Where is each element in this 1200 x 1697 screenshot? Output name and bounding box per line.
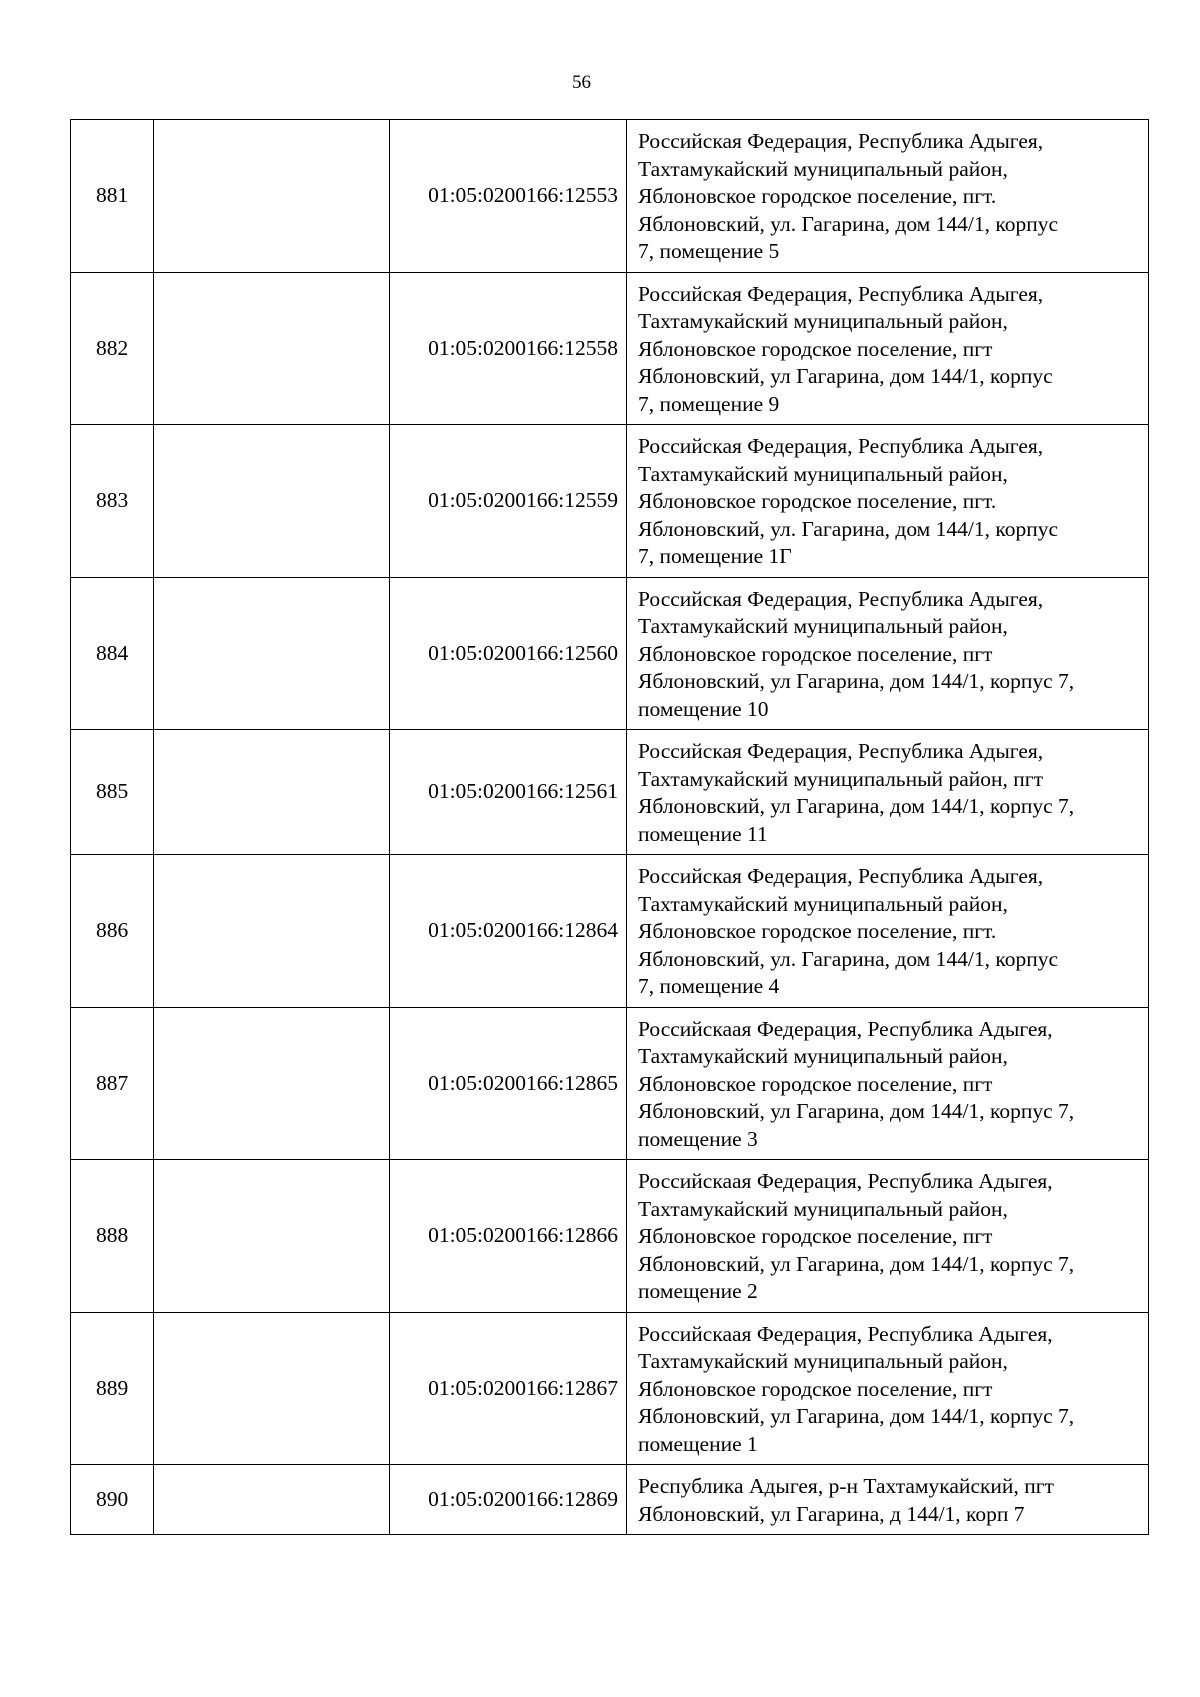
address-line: Российская Федерация, Республика Адыгея, bbox=[638, 129, 1044, 153]
cadastral-number: 01:05:0200166:12869 bbox=[390, 1465, 627, 1535]
address-cell bbox=[627, 577, 1149, 730]
address-line: Яблоновский, ул Гагарина, дом 144/1, корпус 7, bbox=[638, 669, 1075, 693]
empty-cell bbox=[154, 577, 390, 730]
address-line: Тахтамукайский муниципальный район, bbox=[638, 309, 1008, 333]
address-line: Яблоновский, ул Гагарина, дом 144/1, корпус 7, bbox=[638, 794, 1075, 818]
address-line: Российскаая Федерация, Республика Адыгея, bbox=[638, 1016, 1053, 1041]
empty-cell bbox=[154, 425, 390, 578]
address-line: Российская Федерация, Республика Адыгея, bbox=[638, 739, 1044, 763]
row-number: 885 bbox=[71, 730, 154, 855]
empty-cell bbox=[154, 272, 390, 425]
cadastral-number: 01:05:0200166:12864 bbox=[390, 855, 627, 1008]
address-cell bbox=[627, 1465, 1149, 1535]
empty-cell bbox=[154, 1007, 390, 1160]
table-row bbox=[71, 272, 1149, 425]
table-row bbox=[71, 1160, 1149, 1313]
table-row bbox=[71, 577, 1149, 730]
table-body bbox=[71, 120, 1149, 1535]
row-number: 888 bbox=[71, 1160, 154, 1313]
address-cell bbox=[627, 1312, 1149, 1465]
address-line: Республика Адыгея, р-н Тахтамукайский, пгт bbox=[638, 1474, 1054, 1498]
address-line: помещение 11 bbox=[638, 821, 768, 846]
address-line: Яблоновский, ул Гагарина, д 144/1, корп 7 bbox=[638, 1501, 1025, 1526]
address-line: Тахтамукайский муниципальный район, bbox=[638, 891, 1008, 916]
address-line: помещение 3 bbox=[638, 1126, 758, 1151]
row-number: 882 bbox=[71, 272, 154, 425]
address-line: Тахтамукайский муниципальный район, bbox=[638, 1196, 1008, 1221]
cadastral-number: 01:05:0200166:12867 bbox=[390, 1312, 627, 1465]
cadastral-number: 01:05:0200166:12559 bbox=[390, 425, 627, 578]
cadastral-number: 01:05:0200166:12553 bbox=[390, 120, 627, 273]
address-cell bbox=[627, 730, 1149, 855]
address-line: Яблоновское городское поселение, пгт. bbox=[638, 919, 997, 943]
address-line: Российская Федерация, Республика Адыгея, bbox=[638, 586, 1044, 611]
address-line: Яблоновский, ул Гагарина, дом 144/1, корпус 7, bbox=[638, 1099, 1075, 1123]
address-line: Яблоновский, ул Гагарина, дом 144/1, корпус bbox=[638, 364, 1053, 388]
row-number: 883 bbox=[71, 425, 154, 578]
address-line: Яблоновское городское поселение, пгт bbox=[638, 1224, 993, 1248]
empty-cell bbox=[154, 1312, 390, 1465]
address-line: Тахтамукайский муниципальный район, bbox=[638, 614, 1008, 638]
row-number: 884 bbox=[71, 577, 154, 730]
row-number: 889 bbox=[71, 1312, 154, 1465]
address-line: 7, помещение 5 bbox=[638, 239, 780, 263]
empty-cell bbox=[154, 730, 390, 855]
address-line: Яблоновский, ул. Гагарина, дом 144/1, корпус bbox=[638, 946, 1059, 971]
address-line: помещение 1 bbox=[638, 1431, 758, 1456]
address-line: Российскаая Федерация, Республика Адыгея, bbox=[638, 1169, 1053, 1193]
address-line: Тахтамукайский муниципальный район, bbox=[638, 156, 1008, 181]
table-row bbox=[71, 1007, 1149, 1160]
table-row bbox=[71, 730, 1149, 855]
address-line: 7, помещение 4 bbox=[638, 974, 780, 998]
address-line: Яблоновское городское поселение, пгт bbox=[638, 336, 993, 361]
address-line: Яблоновское городское поселение, пгт. bbox=[638, 489, 997, 513]
address-line: Российскаая Федерация, Республика Адыгея, bbox=[638, 1321, 1053, 1346]
address-cell bbox=[627, 855, 1149, 1008]
empty-cell bbox=[154, 120, 390, 273]
address-line: Тахтамукайский муниципальный район, bbox=[638, 461, 1008, 486]
row-number: 887 bbox=[71, 1007, 154, 1160]
property-registry-table bbox=[70, 119, 1149, 1535]
row-number: 886 bbox=[71, 855, 154, 1008]
table-row bbox=[71, 1312, 1149, 1465]
address-line: Тахтамукайский муниципальный район, bbox=[638, 1349, 1008, 1373]
table-row bbox=[71, 1465, 1149, 1535]
empty-cell bbox=[154, 855, 390, 1008]
table-row bbox=[71, 425, 1149, 578]
row-number: 881 bbox=[71, 120, 154, 273]
address-line: Яблоновское городское поселение, пгт bbox=[638, 1071, 993, 1096]
cadastral-number: 01:05:0200166:12866 bbox=[390, 1160, 627, 1313]
address-line: Тахтамукайский муниципальный район, bbox=[638, 1044, 1008, 1068]
table-row bbox=[71, 120, 1149, 273]
address-cell bbox=[627, 272, 1149, 425]
cadastral-number: 01:05:0200166:12560 bbox=[390, 577, 627, 730]
address-line: Яблоновский, ул Гагарина, дом 144/1, корпус 7, bbox=[638, 1251, 1075, 1276]
address-cell bbox=[627, 1007, 1149, 1160]
address-line: Яблоновский, ул Гагарина, дом 144/1, корпус 7, bbox=[638, 1404, 1075, 1428]
table-row bbox=[71, 855, 1149, 1008]
address-line: помещение 2 bbox=[638, 1279, 758, 1303]
address-line: Тахтамукайский муниципальный район, пгт bbox=[638, 766, 1043, 791]
empty-cell bbox=[154, 1465, 390, 1535]
address-line: Яблоновское городское поселение, пгт. bbox=[638, 184, 997, 208]
address-line: Российская Федерация, Республика Адыгея, bbox=[638, 434, 1044, 458]
address-line: Яблоновское городское поселение, пгт bbox=[638, 641, 993, 666]
address-line: Яблоновский, ул. Гагарина, дом 144/1, корпус bbox=[638, 211, 1059, 236]
address-line: Яблоновский, ул. Гагарина, дом 144/1, корпус bbox=[638, 516, 1059, 541]
page-number: 56 bbox=[572, 72, 591, 93]
address-line: 7, помещение 9 bbox=[638, 391, 780, 416]
address-line: Яблоновское городское поселение, пгт bbox=[638, 1376, 993, 1401]
row-number: 890 bbox=[71, 1465, 154, 1535]
cadastral-number: 01:05:0200166:12865 bbox=[390, 1007, 627, 1160]
address-line: 7, помещение 1Г bbox=[638, 544, 792, 568]
address-cell bbox=[627, 425, 1149, 578]
cadastral-number: 01:05:0200166:12561 bbox=[390, 730, 627, 855]
address-line: Российская Федерация, Республика Адыгея, bbox=[638, 281, 1044, 306]
address-line: помещение 10 bbox=[638, 696, 769, 721]
address-line: Российская Федерация, Республика Адыгея, bbox=[638, 864, 1044, 888]
cadastral-number: 01:05:0200166:12558 bbox=[390, 272, 627, 425]
address-cell bbox=[627, 1160, 1149, 1313]
empty-cell bbox=[154, 1160, 390, 1313]
address-cell bbox=[627, 120, 1149, 273]
